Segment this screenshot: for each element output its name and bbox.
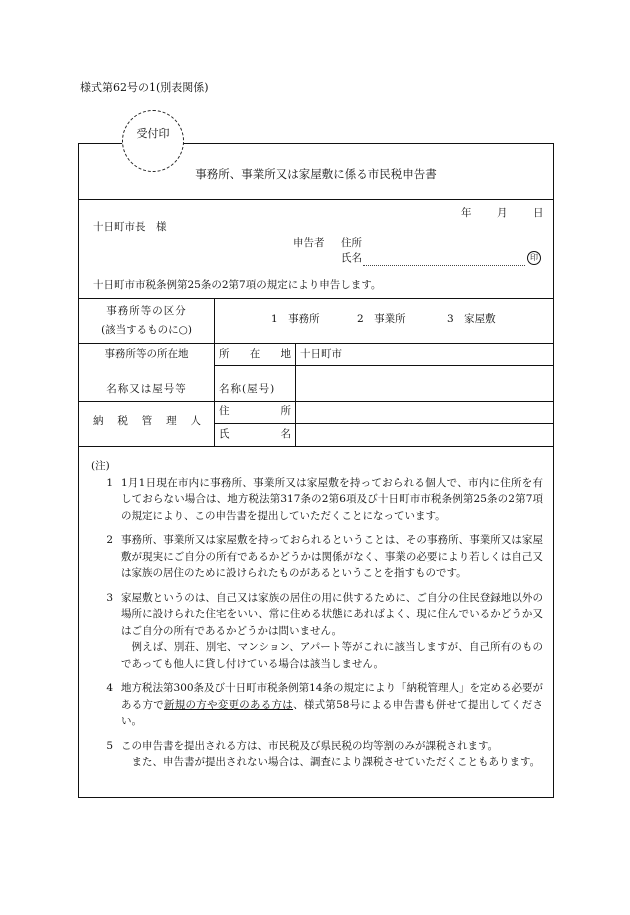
note-text: 事務所、事業所又は家屋敷を持っておられるということは、その事務所、事業所又は家屋敷が現実にご自分の所有であるかどうかは関係がなく、事業の必要により若しくは自己又は家族の居住のために設けられたものがあるということを指すものです。 <box>121 534 543 579</box>
form-frame <box>78 143 554 798</box>
divider <box>79 199 553 200</box>
date-month-label: 月 <box>497 207 508 219</box>
location-value[interactable]: 十日町市 <box>300 348 342 360</box>
manager-name-value[interactable] <box>300 427 550 443</box>
note-number: 4 <box>106 682 113 694</box>
divider <box>79 401 553 402</box>
reception-stamp-circle <box>122 110 184 172</box>
note-number: 3 <box>106 591 113 604</box>
business-name-value[interactable] <box>300 382 550 398</box>
declaration-text: 十日町市市税条例第25条の2第7項の規定により申告します。 <box>93 279 382 291</box>
addressee: 十日町市長 様 <box>93 221 167 233</box>
manager-address-label: 住 所 <box>219 405 291 417</box>
declarant-address-label: 住所 <box>341 237 362 249</box>
location-sublabel <box>219 347 291 362</box>
divider <box>79 446 553 447</box>
name-dotted-line[interactable] <box>363 265 525 266</box>
location-label: 事務所等の所在地 <box>104 348 189 360</box>
category-label: 事務所等の区分 <box>106 305 187 317</box>
note-item <box>91 475 543 525</box>
category-option-residence[interactable]: 3 家屋敷 <box>447 313 496 325</box>
seal-mark: 印 <box>527 251 541 265</box>
declarant-name-label: 氏名 <box>341 252 362 264</box>
note-item <box>91 532 543 582</box>
note-text: 例えば、別荘、別宅、マンション、アパート等がこれに該当しますが、自己所有のものであっても他人に貸し付けている場合は該当しません。 <box>121 641 543 670</box>
note-number: 2 <box>106 534 113 546</box>
note-number: 1 <box>106 476 113 489</box>
category-option-office[interactable]: 1 事務所 <box>271 313 320 325</box>
date-year-label: 年 <box>461 207 472 219</box>
notes-heading: (注) <box>91 460 110 472</box>
note-item <box>91 738 543 771</box>
form-title: 事務所、事業所又は家屋敷に係る市民税申告書 <box>195 167 437 181</box>
column-divider <box>295 343 296 446</box>
note-text: 1月1日現在市内に事務所、事業所又は家屋敷を持っておられる個人で、市内に住所を有しておらない場合は、地方税法第317条の2第6項及び十日町市市税条例第25条の2第7項の規定により、この申告書を提出していただくことになっています。 <box>121 476 543 522</box>
declarant-label: 申告者 <box>293 237 325 249</box>
column-divider <box>214 298 215 446</box>
underlined-text: 新規の方や変更のある方は <box>164 698 294 711</box>
note-item <box>91 590 543 673</box>
note-text: また、申告書が提出されない場合は、調査により課税させていただくこともあります。 <box>131 756 541 768</box>
category-option-business[interactable]: 2 事業所 <box>357 313 406 325</box>
location-sublabel-char: 地 <box>280 348 291 360</box>
note-text: 地方税法第300条及び十日町市税条例第14条の規定により「納税管理人」を定める必要がある方で新規の方や変更のある方は、様式第58号による申告書も併せて提出してください。 <box>121 682 543 727</box>
date-day-label: 日 <box>533 207 544 219</box>
location-sublabel-char: 所 <box>219 348 230 360</box>
category-sublabel: (該当するものに○) <box>101 324 192 336</box>
note-number: 5 <box>106 739 113 752</box>
business-name-sublabel: 名称(屋号) <box>219 383 276 395</box>
tax-manager-label <box>93 414 201 429</box>
divider <box>214 423 553 424</box>
notes-section <box>91 458 543 779</box>
divider <box>79 298 553 299</box>
note-text: 家屋敷というのは、自己又は家族の居住の用に供するために、ご自分の住民登録地以外の場所に設けられた住宅をいい、常に住める状態にあればよく、現に住んでいるかどうか又はご自分の所有であるかどうかは問いません。 <box>121 591 543 637</box>
tax-manager-label-text: 納 税 管 理 人 <box>93 415 201 427</box>
location-sublabel-char: 在 <box>249 348 261 360</box>
manager-name-label: 氏 名 <box>219 428 291 440</box>
divider <box>214 365 553 366</box>
form-number: 様式第62号の1(別表関係) <box>80 81 209 94</box>
note-text: この申告書を提出される方は、市民税及び県民税の均等割のみが課税されます。 <box>121 739 499 752</box>
business-name-label: 名称又は屋号等 <box>106 383 187 395</box>
reception-stamp-label: 受付印 <box>136 127 170 140</box>
divider <box>79 343 553 344</box>
note-item <box>91 680 543 730</box>
manager-address-value[interactable] <box>300 404 550 420</box>
